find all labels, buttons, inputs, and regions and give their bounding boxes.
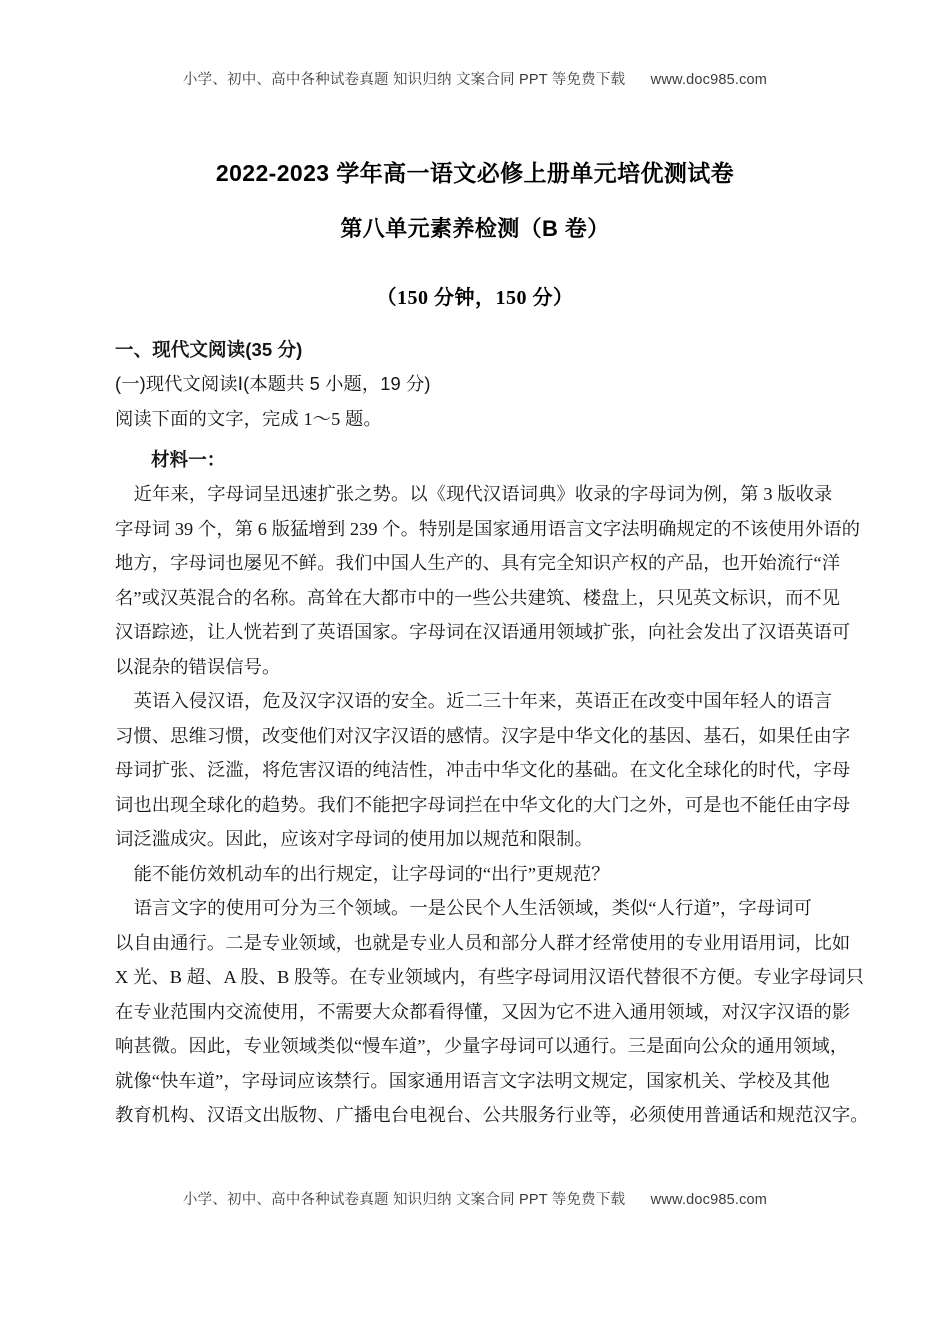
document-body xyxy=(115,333,869,1133)
paragraph-line: 母词扩张、泛滥，将危害汉语的纯洁性，冲击中华文化的基础。在文化全球化的时代，字母 xyxy=(115,760,851,780)
paragraph-line: 字母词 39 个，第 6 版猛增到 239 个。特别是国家通用语言文字法明确规定的不该使用外语的 xyxy=(115,518,861,539)
material-label: 材料一： xyxy=(151,449,226,470)
paragraph-line: 汉语踪迹，让人恍若到了英语国家。字母词在汉语通用领域扩张，向社会发出了汉语英语可 xyxy=(115,622,851,642)
paragraph-line: 语言文字的使用可分为三个领域。一是公民个人生活领域，类似“人行道”，字母词可 xyxy=(115,898,812,918)
paragraph-line: 名”或汉英混合的名称。高耸在大都市中的一些公共建筑、楼盘上，只见英文标识，而不见 xyxy=(115,587,841,608)
paragraph-line: 就像“快车道”，字母词应该禁行。国家通用语言文字法明文规定，国家机关、学校及其他 xyxy=(115,1070,830,1091)
paragraph-2 xyxy=(115,684,850,857)
paragraph-line: 以混杂的错误信号。 xyxy=(115,656,281,677)
section-heading-one: 一、现代文阅读(35 分) xyxy=(115,339,303,360)
paragraph-line: 响甚微。因此，专业领域类似“慢车道”，少量字母词可以通行。三是面向公众的通用领域， xyxy=(115,1036,849,1056)
paragraph-line: 词也出现全球化的趋势。我们不能把字母词拦在中华文化的大门之外，可是也不能任由字母 xyxy=(115,794,851,815)
subsection-heading-one: (一)现代文阅读Ⅰ(本题共 5 小题，19 分) xyxy=(115,373,431,394)
paragraph-line: X 光、B 超、A 股、B 股等。在专业领域内，有些字母词用汉语代替很不方便。专业字母词只 xyxy=(115,967,864,987)
paragraph-line: 能不能仿效机动车的出行规定，让字母词的“出行”更规范？ xyxy=(115,863,610,884)
page-title: 2022-2023 学年高一语文必修上册单元培优测试卷 xyxy=(215,160,735,186)
paragraph-line: 英语入侵汉语，危及汉字汉语的安全。近二三十年来，英语正在改变中国年轻人的语言 xyxy=(115,691,833,711)
paragraph-3 xyxy=(115,857,850,892)
paragraph-line: 词泛滥成灾。因此，应该对字母词的使用加以规范和限制。 xyxy=(115,829,593,849)
reading-instruction: 阅读下面的文字，完成 1～5 题。 xyxy=(115,409,382,429)
paragraph-line: 教育机构、汉语文出版物、广播电台电视台、公共服务行业等，必须使用普通话和规范汉字。 xyxy=(115,1105,869,1125)
paragraph-4 xyxy=(115,891,869,1133)
running-header: 小学、初中、高中各种试卷真题 知识归纳 文案合同 PPT 等免费下载 www.doc985.com xyxy=(182,72,768,88)
paragraph-line: 地方，字母词也屡见不鲜。我们中国人生产的、具有完全知识产权的产品，也开始流行“洋 xyxy=(115,553,841,573)
exam-duration-score: （150 分钟，150 分） xyxy=(376,287,574,309)
paragraph-line: 以自由通行。二是专业领域，也就是专业人员和部分人群才经常使用的专业用语用词，比如 xyxy=(115,932,851,953)
paragraph-line: 习惯、思维习惯，改变他们对汉字汉语的感情。汉字是中华文化的基因、基石，如果任由字 xyxy=(115,725,851,746)
paragraph-line: 在专业范围内交流使用，不需要大众都看得懂，又因为它不进入通用领域，对汉字汉语的影 xyxy=(115,1001,851,1022)
paragraph-1 xyxy=(115,477,861,684)
page-subtitle: 第八单元素养检测（B 卷） xyxy=(340,216,610,241)
paragraph-line: 近年来，字母词呈迅速扩张之势。以《现代汉语词典》收录的字母词为例，第 3 版收录 xyxy=(115,484,833,504)
running-footer: 小学、初中、高中各种试卷真题 知识归纳 文案合同 PPT 等免费下载 www.doc985.com xyxy=(182,1192,768,1208)
